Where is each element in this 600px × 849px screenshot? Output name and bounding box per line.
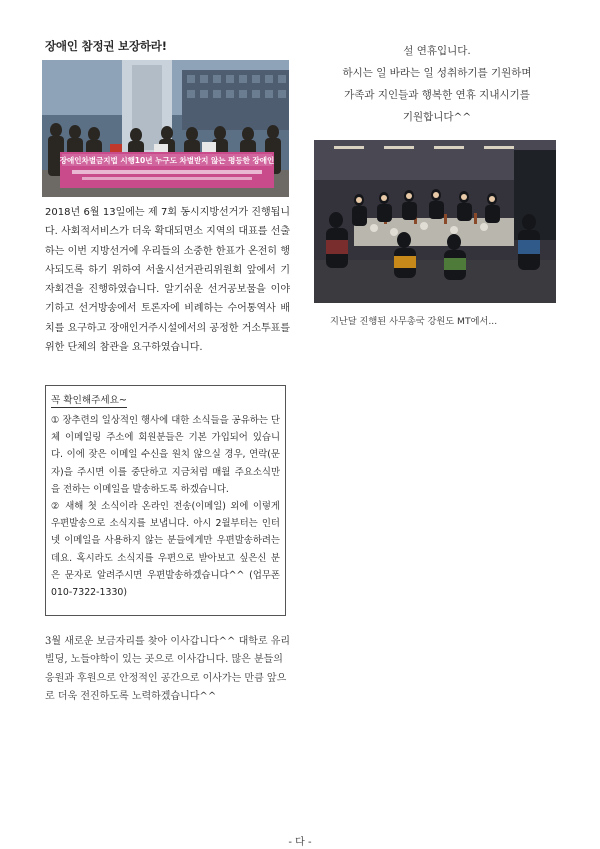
notice-title: 꼭 확인해주세요~ bbox=[51, 395, 127, 406]
photo-caption: 지난달 진행된 사무총국 강원도 MT에서... bbox=[330, 316, 498, 327]
greeting-line-4: 기원합니다^^ bbox=[402, 111, 472, 123]
page-number: - 다 - bbox=[288, 837, 312, 848]
notice-item-1: ① 장추련의 일상적인 행사에 대한 소식들을 공유하는 단체 이메일링 주소에 회원분들은 기본 가입되어 있습니다. 이에 잦은 이메일 수신을 원치 않으실 경우, 연락(문자)을 주시면 이를 중단하고 지금처럼 매월 주요소식만을 전하는 이메일을 발송하도록 하겠습니다. bbox=[51, 415, 280, 495]
notice-item-2: ② 새해 첫 소식이라 온라인 전송(이메일) 외에 이렇게 우편발송으로 소식지를 보냅니다. 아시 2월부터는 인터넷 이메일을 사용하지 않는 분들에게만 우편발송하려는데요. 혹시라도 소식지를 우편으로 받아보고 싶은신 분은 문자로 알려주시면 우편발송하겠습니다^^ (업무폰 010-7322-1330) bbox=[51, 501, 280, 599]
article-body: 2018년 6월 13일에는 제 7회 동시지방선거가 진행됩니다. 사회적서비스가 더욱 확대되면소 지역의 대표를 선출하는 이번 지방선거에 우리들의 소중한 한표가 온전히 행사되도록 하기 위하여 서울시선거관리위원회 앞에서 기자회견을 진행하였습니다. 알기쉬운 선거공보물을 이야기하고 선거방송에서 토론자에 비례하는 수어통역사 배치를 요구하고 장애인거주시설에서의 공정한 거소투표를 위한 단체의 참관을 요구하였습니다. bbox=[45, 207, 290, 354]
moving-announcement: 3월 새로운 보금자리를 찾아 이사갑니다^^ 대학로 유리빌딩, 노들야학이 있는 곳으로 이사갑니다. 많은 분들의 응원과 후원으로 안정적인 공간으로 이사가는 만큼 앞으로 더욱 전진하도록 노력하겠습니다^^ bbox=[45, 636, 291, 703]
press-conference-photo bbox=[42, 60, 289, 197]
greeting-line-3: 가족과 지인들과 행복한 연휴 지내시기를 bbox=[344, 89, 530, 101]
greeting-line-2: 하시는 일 바라는 일 성취하기를 기원하며 bbox=[342, 67, 532, 79]
greeting-line-1: 설 연휴입니다. bbox=[403, 45, 471, 57]
notice-box bbox=[45, 385, 286, 616]
banner-title: 장애인차별금지법 시행10년 누구도 차별받지 않는 평등한 장애인 bbox=[59, 156, 275, 165]
mt-group-photo bbox=[314, 140, 556, 303]
holiday-greeting bbox=[312, 40, 562, 128]
article-heading: 장애인 참정권 보장하라! bbox=[45, 39, 167, 53]
